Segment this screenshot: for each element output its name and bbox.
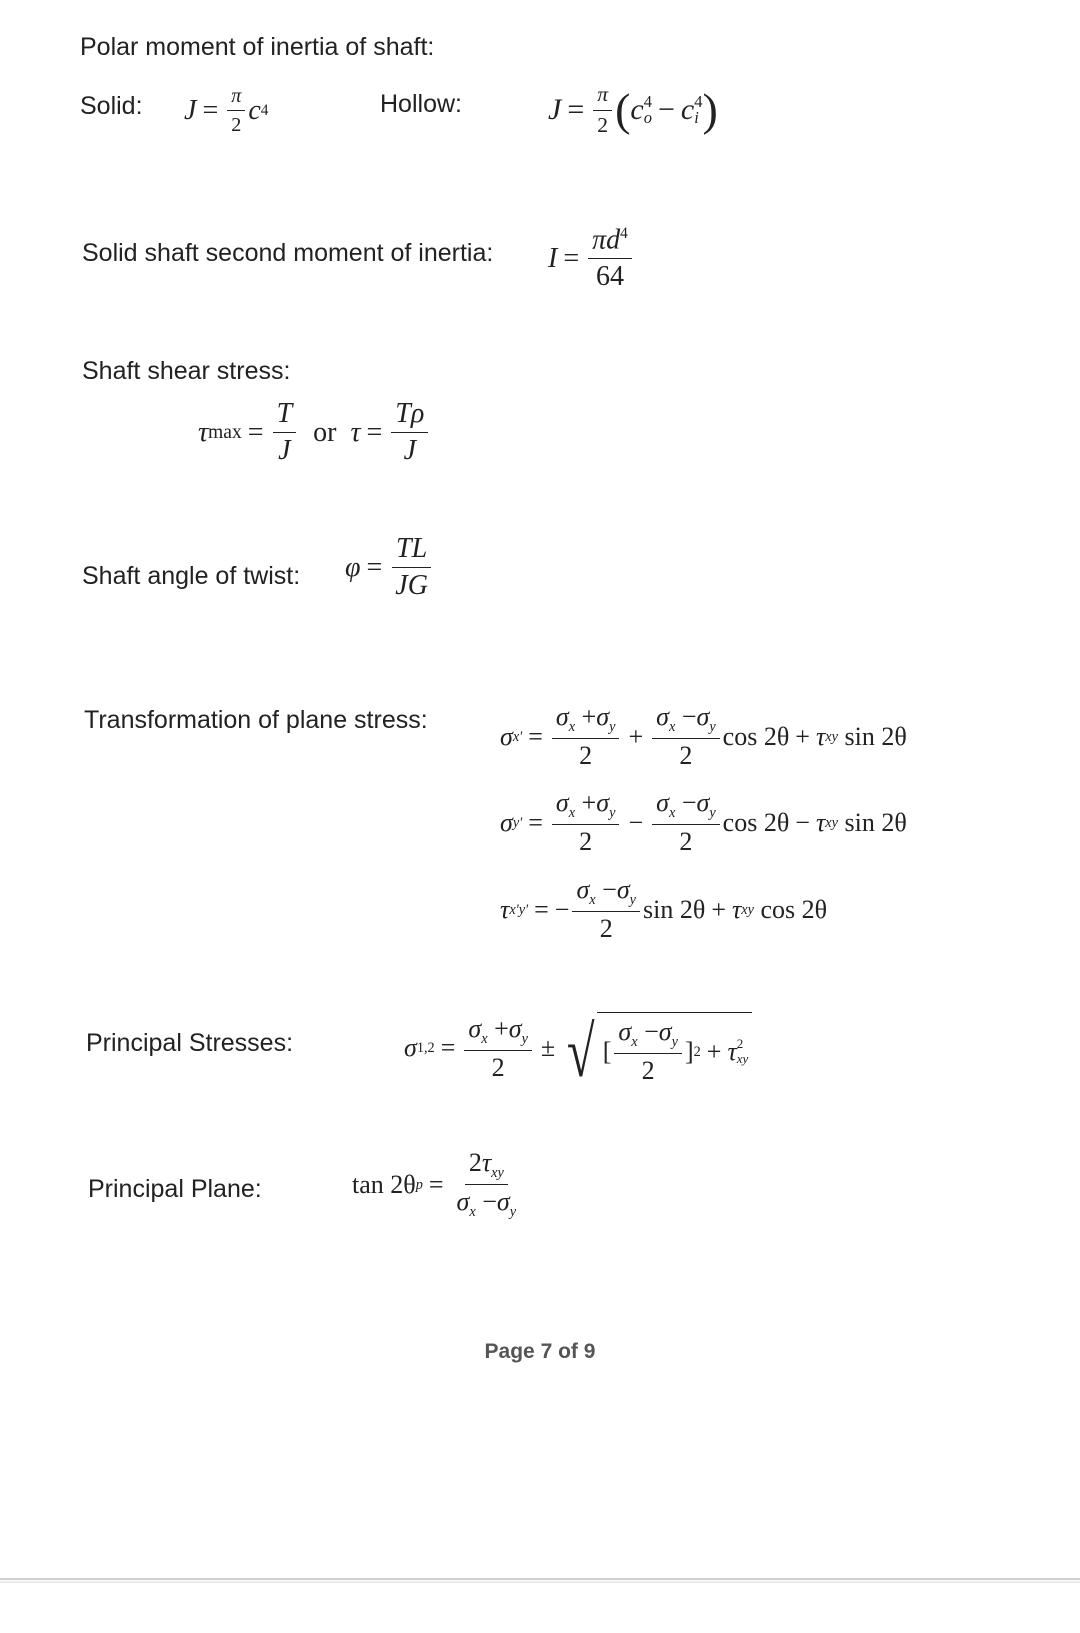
page-divider [0,1578,1080,1580]
second-moment-equation: I = $\frac{\pi d^4}{64}$ [548,226,635,291]
hollow-label: Hollow: [380,90,462,118]
principal-stresses-label: Principal Stresses: [86,1029,294,1057]
angle-twist-label: Shaft angle of twist: [82,562,301,590]
page-divider-shadow [0,1581,1080,1583]
principal-plane-label: Principal Plane: [88,1175,262,1203]
polar-moment-heading: Polar moment of inertia of shaft: [80,33,435,61]
principal-stresses-equation: σ 1,2 = $\frac{\sigma_x +\sigma_y}{2}$ ± √ [ $\frac{\sigma_x -\sigma_y}{2}$ ] 2 + τ 2 xy [404,1012,752,1084]
angle-twist-equation: φ = $\frac{TL}{JG}$ [345,535,435,600]
second-moment-label: Solid shaft second moment of inertia: [82,239,494,267]
sigma-y-prime-equation: σ y' = $\frac{\sigma_x +\sigma_y}{2}$ − $\frac{\sigma_x -\sigma_y}{2}$ cos 2θ − τ xy sin 2θ [500,788,907,857]
solid-label: Solid: [80,92,143,120]
tau-xy-prime-equation: τ x'y' = − $\frac{\sigma_x -\sigma_y}{2}$ sin 2θ + τ xy cos 2θ [500,875,828,944]
page-number: Page 7 of 9 [484,1340,596,1363]
shear-stress-equation: τ max = $\frac{T}{J}$ or τ = $\frac{T\rho}{J}$ [198,400,431,465]
square-root: √ [ $\frac{\sigma_x -\sigma_y}{2}$ ] 2 + τ 2 xy [561,1012,752,1084]
hollow-J-equation: J = $\frac{\pi}{2}$ ( c 4 o − c 4 i ) [548,82,718,137]
shear-stress-label: Shaft shear stress: [82,357,291,385]
principal-plane-equation: tan 2θ p = $\frac{2\tau_{xy}}{\sigma_x -\sigma_y}$ [352,1148,517,1221]
solid-J-equation: J = $\frac{\pi}{2}$ c 4 [184,85,269,137]
sigma-x-prime-equation: σ x' = $\frac{\sigma_x +\sigma_y}{2}$ + $\frac{\sigma_x -\sigma_y}{2}$ cos 2θ + τ xy sin 2θ [500,702,907,771]
transformation-label: Transformation of plane stress: [84,706,428,734]
